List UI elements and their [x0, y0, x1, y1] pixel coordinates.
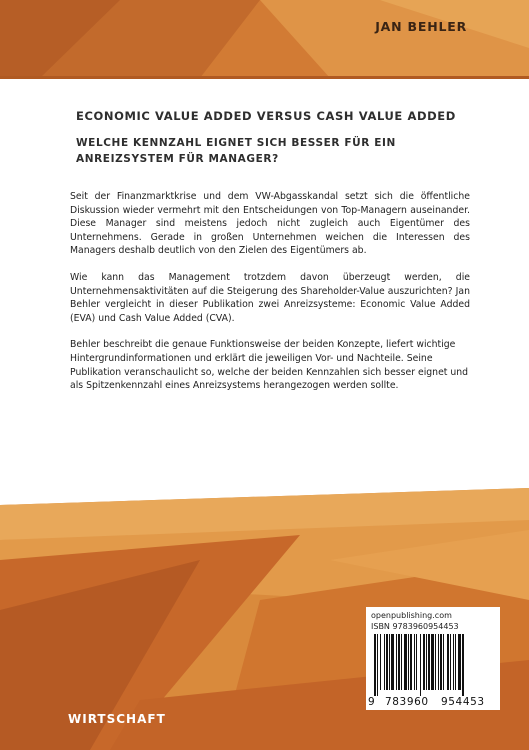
blurb-paragraph: Seit der Finanzmarktkrise und dem VW-Abgasskandal setzt sich die öffentliche Diskussion wieder vermehrt mit den Entscheidungen von Top-Managern auseinander. Diese Manager sind meistens jedoch nicht zugleich auch Eigentümer des Unternehmens. Gerade in großen Unternehmen weichen die Interessen des Managers deshalb deutlich von den Zielen des Eigentümers ab. — [70, 191, 470, 257]
barcode-digits-group1: 783960 — [385, 696, 429, 708]
blurb-paragraph: Wie kann das Management trotzdem davon überzeugt werden, die Unternehmensaktivitäten auf die Steigerung des Shareholder-Value auszurichten? Jan Behler vergleicht in dieser Publikation zwei Anreizsysteme: Economic Value Added (EVA) und Cash Value Added (CVA). — [70, 271, 470, 324]
blurb-text — [70, 190, 470, 406]
publisher-url: openpublishing.com — [371, 611, 452, 620]
blurb-paragraph: Behler beschreibt die genaue Funktionsweise der beiden Konzepte, liefert wichtige Hintergrundinformationen und erklärt die jeweiligen Vor- und Nachteile. Seine Publikation veranschaulicht so, welche der beiden Kennzahlen sich besser eignet und als Spitzenkennzahl eines Anreizsystems herangezogen werden sollte. — [70, 339, 469, 392]
author-name: JAN BEHLER — [375, 19, 467, 34]
isbn-label: ISBN 9783960954453 — [371, 622, 459, 631]
barcode-digit-first: 9 — [368, 696, 376, 708]
book-subtitle: WELCHE KENNZAHL EIGNET SICH BESSER FÜR EIN ANREIZSYSTEM FÜR MANAGER? — [76, 137, 396, 165]
barcode-digits-group2: 954453 — [441, 696, 485, 708]
book-title: ECONOMIC VALUE ADDED VERSUS CASH VALUE ADDED — [76, 109, 456, 123]
barcode-panel — [366, 607, 500, 710]
category-label: WIRTSCHAFT — [68, 712, 166, 726]
barcode-icon — [372, 634, 494, 696]
